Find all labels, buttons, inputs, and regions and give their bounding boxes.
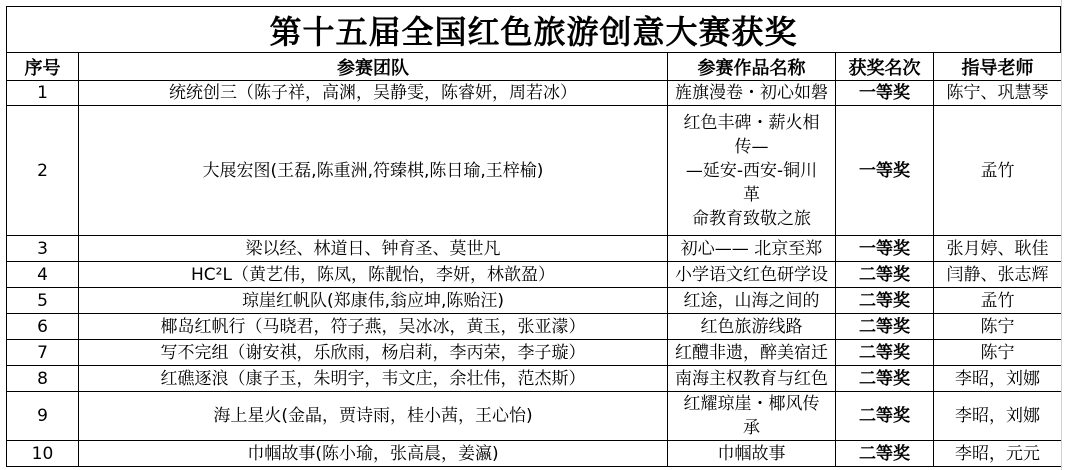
cell-work-text: 红色旅游线路 [700,316,803,337]
cell-work-line: 命教育致敬之旅 [692,208,811,229]
header-no[interactable]: 序号 [7,53,79,81]
header-teacher[interactable]: 指导老师 [934,53,1062,81]
header-team[interactable]: 参赛团队 [79,53,668,81]
table-row [7,81,1062,106]
cell-no[interactable]: 3 [7,236,79,262]
cell-award[interactable]: 二等奖 [836,288,934,314]
cell-team[interactable]: 海上星火(金晶，贾诗雨，桂小茜，王心怡) [79,392,668,441]
cell-team[interactable]: 大展宏图(王磊,陈重洲,符臻棋,陈日瑜,王梓榆) [79,106,668,236]
cell-award[interactable]: 一等奖 [836,81,934,106]
cell-teacher[interactable]: 张月婷、耿佳 [934,236,1062,262]
cell-work[interactable] [668,340,836,366]
cell-award[interactable]: 二等奖 [836,262,934,288]
cell-work-line: 传— [734,136,769,157]
cell-teacher[interactable]: 李昭，刘娜 [934,366,1062,392]
cell-team[interactable]: 统统创三（陈子祥，高渊，吴静雯，陈睿妍，周若冰） [79,81,668,106]
table-row [7,262,1062,288]
cell-no[interactable]: 6 [7,314,79,340]
header-work[interactable]: 参赛作品名称 [668,53,836,81]
table-row [7,106,1062,236]
cell-work[interactable] [668,288,836,314]
cell-work-text: 南海主权教育与红色 [675,368,828,389]
cell-work-line: 红色丰碑・薪火相 [683,112,820,133]
cell-teacher[interactable]: 李昭，元元 [934,441,1062,467]
cell-award[interactable]: 二等奖 [836,366,934,392]
award-table [6,52,1062,467]
cell-work-text: 红途，山海之间的 [683,290,820,311]
cell-teacher[interactable]: 孟竹 [934,106,1062,236]
cell-work[interactable] [668,262,836,288]
cell-award[interactable]: 二等奖 [836,314,934,340]
table-row [7,288,1062,314]
cell-award[interactable]: 一等奖 [836,236,934,262]
cell-work-line: 承 [743,418,760,438]
cell-work-text: 初心—— 北京至郑 [680,238,823,259]
cell-award[interactable]: 二等奖 [836,441,934,467]
cell-award[interactable]: 一等奖 [836,106,934,236]
cell-work[interactable] [668,236,836,262]
cell-teacher[interactable]: 陈宁 [934,314,1062,340]
cell-team[interactable]: 红礁逐浪（康子玉，朱明宇，韦文庄，余壮伟，范杰斯） [79,366,668,392]
sheet-gridline [1061,0,1062,470]
cell-no[interactable]: 4 [7,262,79,288]
cell-work-text: 巾帼故事 [717,443,786,464]
cell-award[interactable]: 二等奖 [836,392,934,441]
table-row [7,441,1062,467]
cell-work-text: 小学语文红色研学设 [675,264,828,285]
cell-award[interactable]: 二等奖 [836,340,934,366]
header-award[interactable]: 获奖名次 [836,53,934,81]
cell-no[interactable]: 2 [7,106,79,236]
cell-work[interactable] [668,392,836,441]
cell-work[interactable] [668,81,836,106]
cell-no[interactable]: 5 [7,288,79,314]
cell-work[interactable] [668,314,836,340]
cell-teacher[interactable]: 李昭，刘娜 [934,392,1062,441]
cell-work-text: 红醴非遗，醉美宿迁 [675,342,828,363]
cell-teacher[interactable]: 孟竹 [934,288,1062,314]
cell-work-line: 革 [743,184,760,205]
table-row [7,236,1062,262]
cell-work-text: 旌旗漫卷・初心如磐 [675,83,828,103]
cell-team[interactable]: 巾帼故事(陈小瑜，张高晨，姜瀛) [79,441,668,467]
table-row [7,392,1062,441]
cell-no[interactable]: 9 [7,392,79,441]
cell-no[interactable]: 8 [7,366,79,392]
cell-work[interactable] [668,441,836,467]
cell-teacher[interactable]: 闫静、张志辉 [934,262,1062,288]
cell-team[interactable]: 写不完组（谢安祺，乐欣雨，杨启莉，李丙荣，李子璇） [79,340,668,366]
cell-teacher[interactable]: 陈宁、巩慧琴 [934,81,1062,106]
cell-team[interactable]: 琼崖红帆队(郑康伟,翁应坤,陈贻汪) [79,288,668,314]
cell-work[interactable] [668,366,836,392]
cell-work-line: 红耀琼崖・椰风传 [683,394,820,414]
table-row [7,366,1062,392]
cell-no[interactable]: 10 [7,441,79,467]
header-row [7,53,1062,81]
cell-work-line: —延安-西安-铜川 [685,160,818,181]
table-row [7,340,1062,366]
cell-no[interactable]: 7 [7,340,79,366]
table-row [7,314,1062,340]
cell-team[interactable]: HC²L（黄艺伟，陈凤，陈靓怡，李妍，林歆盈） [79,262,668,288]
table-title[interactable]: 第十五届全国红色旅游创意大赛获奖 [6,6,1061,52]
cell-work[interactable] [668,106,836,236]
cell-teacher[interactable]: 陈宁 [934,340,1062,366]
cell-no[interactable]: 1 [7,81,79,106]
cell-team[interactable]: 椰岛红帆行（马晓君，符子燕，吴冰冰，黄玉，张亚濛） [79,314,668,340]
cell-team[interactable]: 梁以经、林道日、钟育圣、莫世凡 [79,236,668,262]
